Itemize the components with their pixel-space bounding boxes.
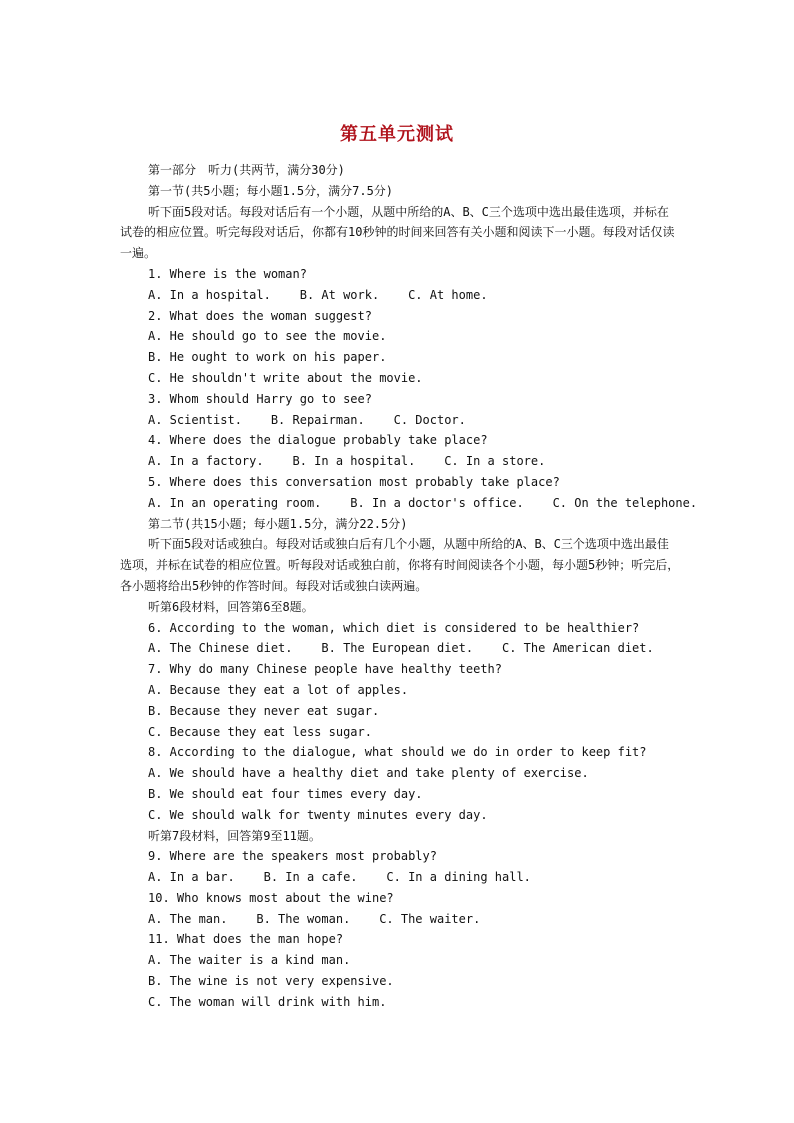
- section-heading: 第二节(共15小题；每小题1.5分，满分22.5分): [148, 516, 408, 531]
- question: 5. Where does this conversation most probably take place?: [148, 474, 560, 489]
- question-option: A. He should go to see the movie.: [148, 329, 387, 344]
- question-options: A. In a factory. B. In a hospital. C. In a store.: [148, 454, 546, 469]
- question-options: A. The man. B. The woman. C. The waiter.: [148, 911, 481, 926]
- question-option: B. Because they never eat sugar.: [148, 703, 380, 718]
- question-option: C. We should walk for twenty minutes every day.: [148, 807, 488, 822]
- question-option: B. He ought to work on his paper.: [148, 350, 387, 365]
- question-options: A. In a bar. B. In a cafe. C. In a dining hall.: [148, 870, 531, 885]
- question-option: A. We should have a healthy diet and take plenty of exercise.: [148, 766, 589, 781]
- question: 11. What does the man hope?: [148, 932, 344, 947]
- question-option: C. Because they eat less sugar.: [148, 724, 372, 739]
- question: 3. Whom should Harry go to see?: [148, 391, 372, 406]
- material-heading: 听第6段材料，回答第6至8题。: [148, 599, 314, 614]
- section-instructions: 听下面5段对话。每段对话后有一个小题，从题中所给的A、B、C三个选项中选出最佳选项，并标在试卷的相应位置。听完每段对话后，你都有10秒钟的时间来回答有关小题和阅读下一小题。每段对话仅读一遍。: [120, 204, 675, 261]
- section-heading: 第一节(共5小题；每小题1.5分，满分7.5分): [148, 183, 394, 198]
- question-option: B. The wine is not very expensive.: [148, 974, 394, 989]
- page-title: 第五单元测试: [340, 124, 454, 145]
- question-option: A. The waiter is a kind man.: [148, 953, 351, 968]
- question-options: A. Scientist. B. Repairman. C. Doctor.: [148, 412, 466, 427]
- part-heading: 第一部分 听力(共两节，满分30分): [148, 163, 345, 177]
- question: 6. According to the woman, which diet is considered to be healthier?: [148, 620, 640, 635]
- question-option: C. He shouldn't write about the movie.: [148, 370, 423, 385]
- question-option: A. Because they eat a lot of apples.: [148, 682, 409, 697]
- question-options: A. The Chinese diet. B. The European diet. C. The American diet.: [148, 641, 654, 656]
- question: 4. Where does the dialogue probably take place?: [148, 433, 488, 448]
- question-options: A. In an operating room. B. In a doctor's office. C. On the telephone.: [148, 495, 698, 510]
- document-body: [120, 160, 698, 1013]
- question: 1. Where is the woman?: [148, 266, 307, 281]
- material-heading: 听第7段材料，回答第9至11题。: [148, 828, 321, 843]
- section-instructions: 听下面5段对话或独白。每段对话或独白后有几个小题，从题中所给的A、B、C三个选项中选出最佳选项，并标在试卷的相应位置。听每段对话或独白前，你将有时间阅读各个小题，每小题5秒钟；听完后，各小题将给出5秒钟的作答时间。每段对话或独白读两遍。: [120, 537, 680, 593]
- question-option: B. We should eat four times every day.: [148, 786, 423, 801]
- question: 8. According to the dialogue, what should we do in order to keep fit?: [148, 745, 647, 760]
- question: 10. Who knows most about the wine?: [148, 890, 394, 905]
- question: 9. Where are the speakers most probably?: [148, 849, 437, 864]
- question-options: A. In a hospital. B. At work. C. At home.: [148, 287, 488, 302]
- question: 2. What does the woman suggest?: [148, 308, 372, 323]
- question: 7. Why do many Chinese people have healthy teeth?: [148, 662, 503, 677]
- question-option: C. The woman will drink with him.: [148, 994, 387, 1009]
